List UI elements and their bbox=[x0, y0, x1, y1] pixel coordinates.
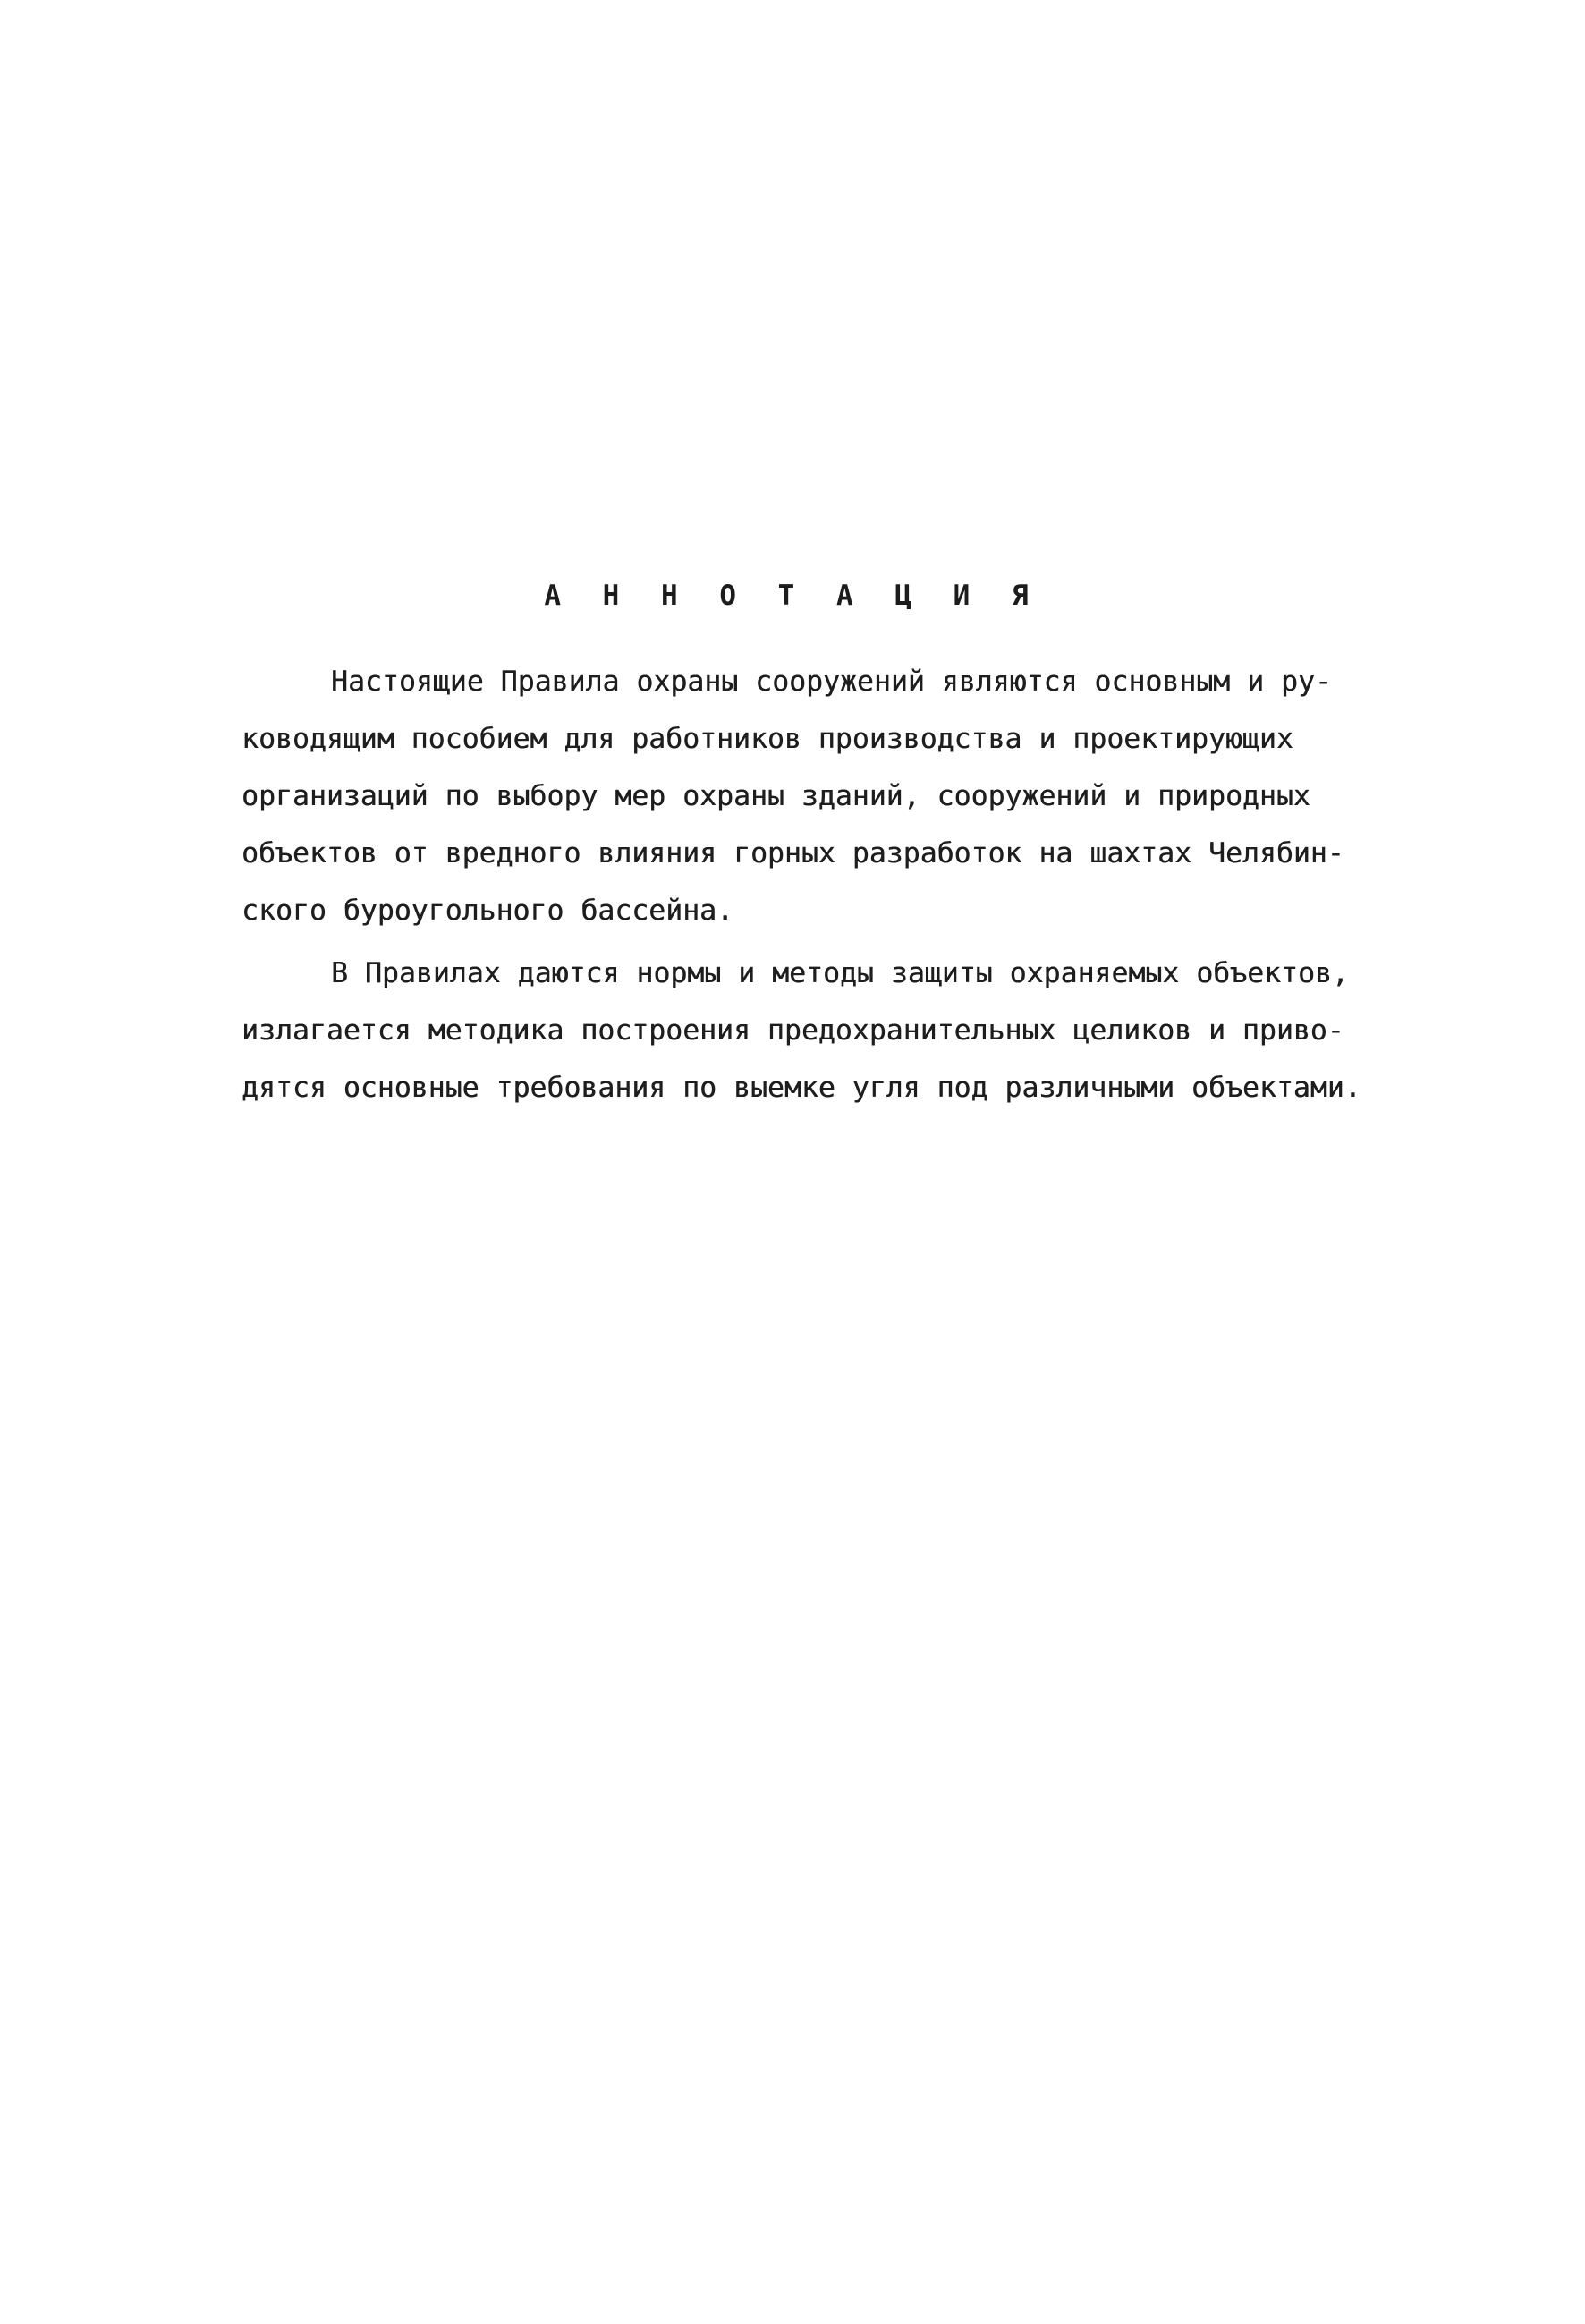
paragraph-2-line-2: излагается методика построения предохранительных целиков и приво- bbox=[242, 1014, 1344, 1047]
paragraph-1-line-2: ководящим пособием для работников производства и проектирующих bbox=[242, 723, 1293, 755]
paragraph-1-line-1: Настоящие Правила охраны сооружений являются основным и ру- bbox=[331, 666, 1332, 698]
paragraph-2-line-1: В Правилах даются нормы и методы защиты охраняемых объектов, bbox=[331, 957, 1349, 989]
paragraph-1-line-3: организаций по выбору мер охраны зданий, сооружений и природных bbox=[242, 780, 1310, 812]
paragraph-2-line-3: дятся основные требования по выемке угля под различными объектами. bbox=[242, 1072, 1361, 1104]
paragraph-1-line-4: объектов от вредного влияния горных разработок на шахтах Челябин- bbox=[242, 837, 1344, 869]
annotation-heading: А Н Н О Т А Ц И Я bbox=[544, 580, 1041, 612]
paragraph-1-line-5: ского буроугольного бассейна. bbox=[242, 895, 733, 927]
